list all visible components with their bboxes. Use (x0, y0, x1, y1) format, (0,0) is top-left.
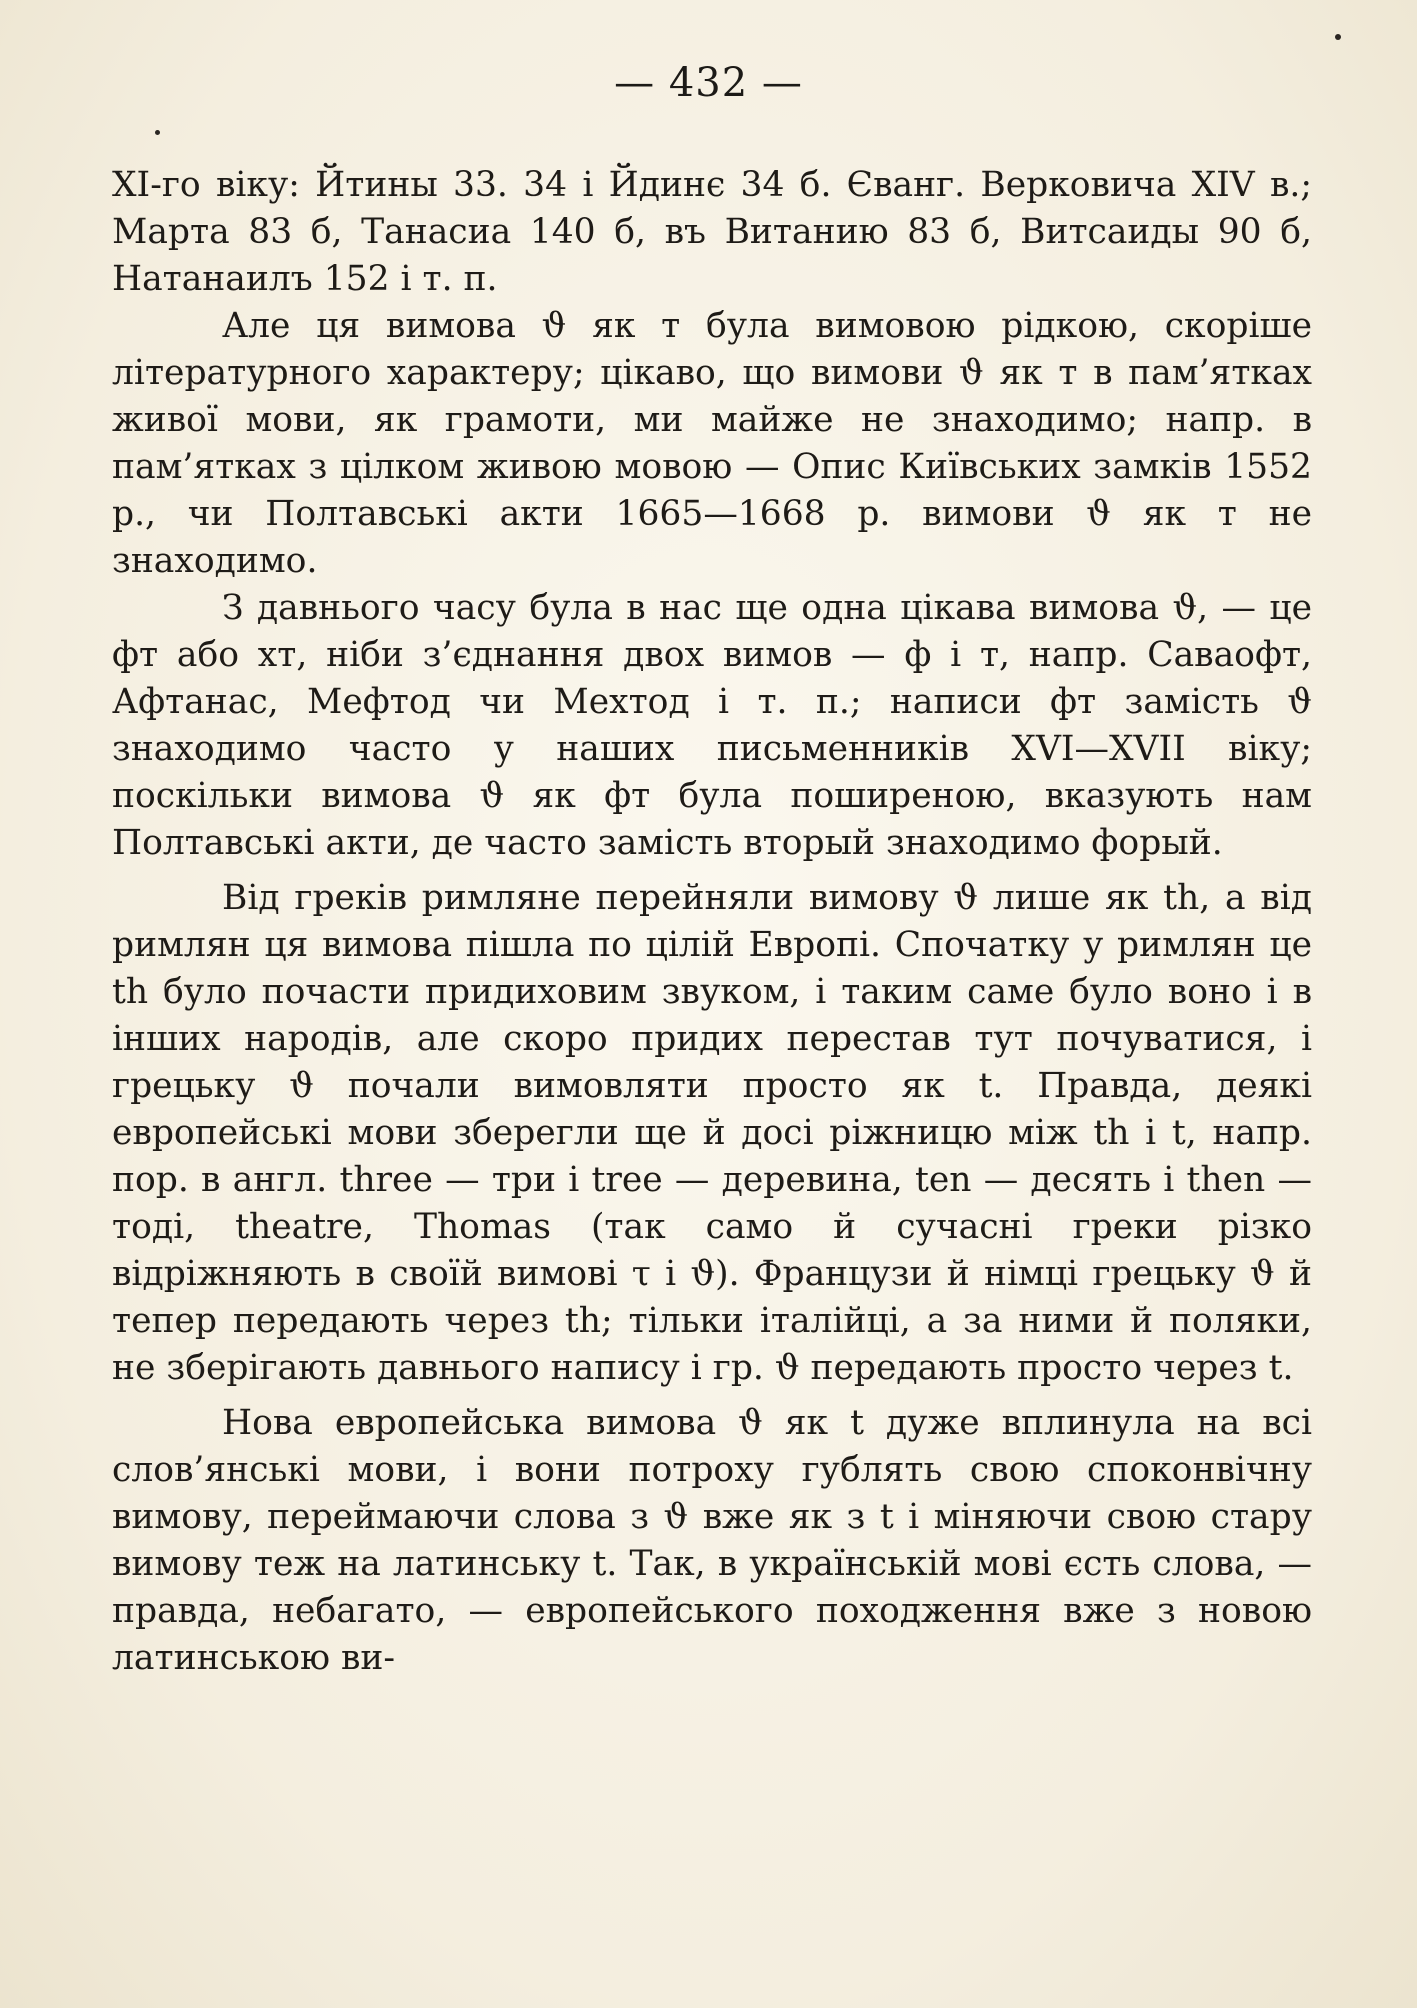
body-text (112, 162, 1312, 1682)
print-speck (1335, 34, 1341, 40)
paragraph-3: З давнього часу була в нас ще одна цікава вимова ϑ, — це фт або хт, ніби з’єднання двох вимов — ф і т, напр. Саваофт, Афтанас, Мефтод чи Мехтод і т. п.; написи фт замість ϑ знаходимо часто у наших письменників XVI—XVII віку; поскільки вимова ϑ як фт була поширеною, вказують нам Полтавські акти, де часто замість вторый знаходимо форый. (112, 588, 1312, 863)
paragraph-1: XI-го віку: Йтины 33. 34 і Йдинє 34 б. Єванг. Верковича XIV в.; Марта 83 б, Танасиа 140 б, въ Витанию 83 б, Витсаиды 90 б, Натанаилъ 152 і т. п. (112, 165, 1312, 299)
paragraph-2: Але ця вимова ϑ як т була вимовою рідкою, скоріше літературного характеру; цікаво, що вимови ϑ як т в пам’ятках живої мови, як грамоти, ми майже не знаходимо; напр. в пам’ятках з цілком живою мовою — Опис Київських замків 1552 р., чи Полтавські акти 1665—1668 р. вимови ϑ як т не знаходимо. (112, 306, 1312, 581)
page-number: — 432 — (614, 60, 803, 106)
paragraph-4: Від греків римляне перейняли вимову ϑ лише як th, а від римлян ця вимова пішла по цілій Европі. Спочатку у римлян це th було почасти придиховим звуком, і таким саме було воно і в інших народів, але скоро придих перестав тут почуватися, і грецьку ϑ почали вимовляти просто як t. Правда, деякі европейські мови зберегли ще й досі ріжницю між th і t, напр. пор. в англ. three — три і tree — деревина, ten — десять і then — тоді, theatre, Thomas (так само й сучасні греки різко відріжняють в своїй вимові τ і ϑ). Французи й німці грецьку ϑ й тепер передають через th; тільки італійці, а за ними й поляки, не зберігають давнього напису і гр. ϑ передають просто через t. (112, 878, 1312, 1388)
print-speck (155, 130, 160, 135)
paragraph-5: Нова европейська вимова ϑ як t дуже вплинула на всі слов’янські мови, і вони потроху гублять свою споконвічну вимову, переймаючи слова з ϑ вже як з t і міняючи свою стару вимову теж на латинську t. Так, в українській мові єсть слова, — правда, небагато, — европейського походження вже з новою латинською ви- (112, 1403, 1312, 1678)
